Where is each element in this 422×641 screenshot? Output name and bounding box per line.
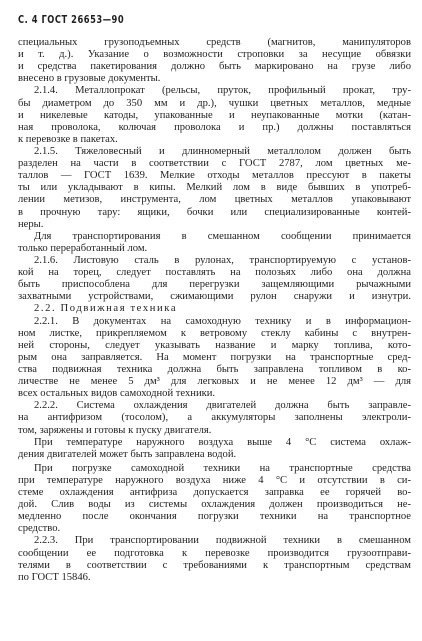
paragraph-2-1-4: 2.1.4. Металлопрокат (рельсы, пруток, профильный прокат, тру-	[34, 85, 411, 97]
text-line: ней стороны, следует указывать название и марку топлива, кото-	[18, 339, 411, 351]
text-line: неры.	[18, 218, 44, 230]
document-body	[18, 37, 411, 584]
text-line: специальных грузоподъемных средств (магнитов, манипуляторов	[18, 37, 411, 48]
text-line: и никелевые катоды, упакованные и неупакованные мотки (катан-	[18, 109, 411, 121]
text-line: бы диаметром до 350 мм и др.), чушки цветных металлов, медные	[18, 97, 411, 109]
text-line: в прочную тару: ящики, бочки или специализированные контей-	[18, 206, 411, 218]
paragraph-2-1-6: 2.1.6. Листовую сталь в рулонах, транспортируемую с установ-	[34, 254, 411, 266]
text-line: быть приспособлена для перегрузки защемляющими рычажными	[18, 279, 411, 291]
text-line: средство.	[18, 523, 61, 535]
text-line: Для транспортирования в смешанном сообщении принимается	[34, 230, 411, 242]
text-line: ства подвижная техника должна быть заправлена топливом в ко-	[18, 363, 411, 375]
page-header: С. 4 ГОСТ 26653—90	[18, 14, 125, 26]
text-line: том, заряжены и готовы к пуску двигателя.	[18, 424, 212, 436]
text-line: захватными устройствами, сжимающими рулон снаружи и изнутри.	[18, 291, 411, 303]
text-line: лении метизов, инструмента, лом цветных металлов упаковывают	[18, 194, 411, 206]
text-line: и т. д.). Указание о возможности строповки за несущие обвязки	[18, 49, 411, 61]
text-line: сообщении ее подготовка к перевозке производится грузоотправи-	[18, 547, 411, 559]
text-line: таллов — ГОСТ 1639. Мелкие отходы металлов прессуют в пакеты	[18, 170, 411, 182]
text-line: телями в соответствии с требованиями к транспортным средствам	[18, 559, 411, 571]
text-line: к перевозке в пакетах.	[18, 133, 118, 145]
text-line: дения двигателей может быть заправлена водой.	[18, 448, 237, 460]
text-line: всех остальных видов самоходной техники.	[18, 388, 216, 400]
text-line: дой. Слив воды из системы охлаждения должен производиться не-	[18, 499, 411, 511]
text-line: по ГОСТ 15846.	[18, 571, 91, 583]
text-line: разделен на части в соответствии с ГОСТ 2787, лом цветных ме-	[18, 158, 411, 170]
text-line: на антифризом (тосолом), а аккумуляторы заполнены электроли-	[18, 412, 411, 424]
text-line: кой на торец, следует поставлять на полозьях либо она должна	[18, 267, 411, 279]
text-line: при температуре наружного воздуха ниже 4 °С и отсутствии в си-	[18, 474, 411, 486]
text-line: При погрузке самоходной техники на транспортные средства	[34, 462, 411, 474]
text-line: При температуре наружного воздуха выше 4 °С система охлаж-	[34, 436, 411, 448]
text-line: и средства пакетирования должно быть маркировано на грузе либо	[18, 61, 411, 73]
text-line: ном листке, прикрепляемом к ветровому стеклу кабины с внутрен-	[18, 327, 411, 339]
text-line: ная проволока, колючая проволока и пр.) должны поставляться	[18, 121, 411, 133]
text-line: личестве не менее 5 дм³ для легковых и не менее 12 дм³ — для	[18, 376, 411, 388]
text-line: рым она заправляется. На момент погрузки на транспортные сред-	[18, 351, 411, 363]
section-heading: 2.2. Подвижная техника	[34, 303, 178, 315]
text-line: только переработанный лом.	[18, 242, 148, 254]
text-line: стеме охлаждения антифриза допускается заправка ее горячей во-	[18, 487, 411, 499]
text-line: внесено в грузовые документы.	[18, 73, 161, 85]
paragraph-2-2-3: 2.2.3. При транспортировании подвижной техники в смешанном	[34, 535, 411, 547]
text-line: ты или укладывают в кипы. Мелкий лом в виде бывших в употреб-	[18, 182, 411, 194]
paragraph-2-1-5: 2.1.5. Тяжеловесный и длинномерный металлолом должен быть	[34, 145, 411, 157]
paragraph-2-2-1: 2.2.1. В документах на самоходную технику и в информацион-	[34, 315, 411, 327]
text-line: медленно после окончания погрузки техники на транспортное	[18, 511, 411, 523]
paragraph-2-2-2: 2.2.2. Система охлаждения двигателей должна быть заправле-	[34, 400, 411, 412]
